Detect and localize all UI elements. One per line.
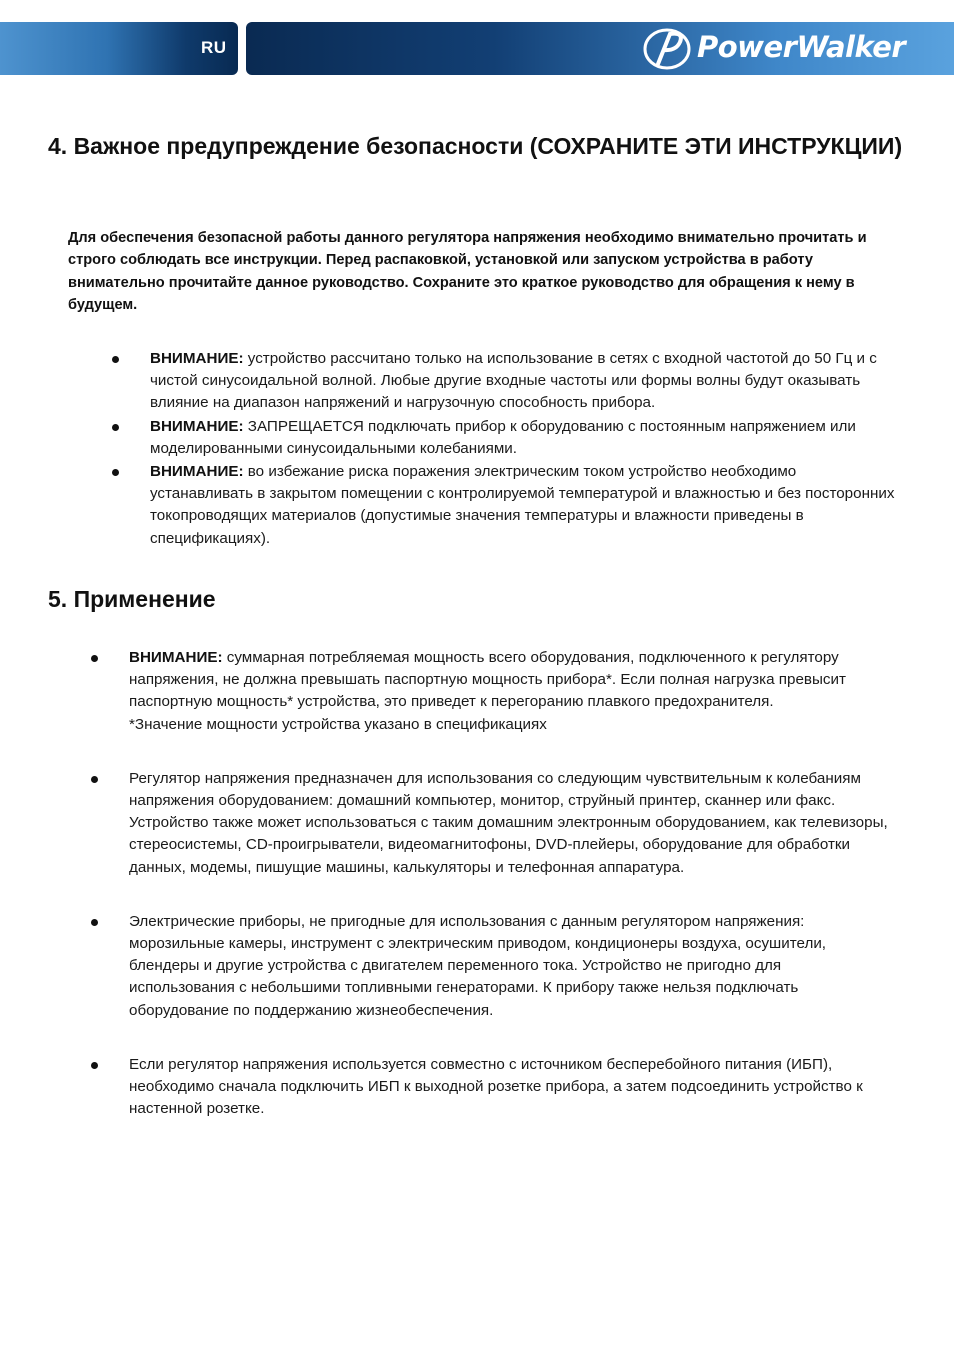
- bullet-icon: [91, 655, 98, 662]
- list-item: [129, 911, 889, 1022]
- warning-label: ВНИМАНИЕ:: [150, 417, 244, 435]
- footnote-text: *Значение мощности устройства указано в спецификациях: [129, 715, 547, 733]
- list-item-text: ЗАПРЕЩАЕТСЯ подключать прибор к оборудованию с постоянным напряжением или моделированными синусоидальными колебаниями.: [150, 417, 856, 457]
- list-item: [129, 647, 889, 736]
- section-5-title: 5. Применение: [48, 586, 216, 612]
- list-item-text: устройство рассчитано только на использование в сетях с входной частотой до 50 Гц и с чистой синусоидальной волной. Любые другие входные частоты или формы волны будут оказывать влияние на диапазон напряжений и нагрузочную способность прибора.: [150, 350, 877, 412]
- warning-label: ВНИМАНИЕ:: [150, 463, 244, 481]
- warning-label: ВНИМАНИЕ:: [129, 649, 223, 666]
- bullet-icon: [91, 919, 98, 926]
- language-label: RU: [201, 38, 227, 57]
- list-item: [150, 348, 895, 415]
- bullet-icon: [112, 424, 119, 431]
- list-item: [129, 1054, 889, 1121]
- section-4-title: 4. Важное предупреждение безопасности (СОХРАНИТЕ ЭТИ ИНСТРУКЦИИ): [48, 133, 903, 159]
- section-4-warning-list: [150, 348, 895, 551]
- section-5-list: [129, 647, 889, 1120]
- section-4-intro: Для обеспечения безопасной работы данного регулятора напряжения необходимо внимательно прочитать и строго соблюдать все инструкции. Перед распаковкой, установкой или запуском устройства в работу внимательно прочитайте данное руководство. Сохраните это краткое руководство для обращения к нему в будущем.: [68, 230, 867, 313]
- bullet-icon: [91, 776, 98, 783]
- list-item: [150, 461, 895, 550]
- list-item-text: во избежание риска поражения электрическим током устройство необходимо устанавливать в закрытом помещении с контролируемой температурой и влажностью и без посторонних токопроводящих материалов (допустимые значения температуры и влажности приведены в спецификациях).: [150, 463, 895, 547]
- bullet-icon: [91, 1062, 98, 1069]
- list-item: [150, 416, 895, 460]
- list-item-text: суммарная потребляемая мощность всего оборудования, подключенного к регулятору напряжения, не должна превышать паспортную мощность прибора*. Если полная нагрузка превысит паспортную мощность* устройства, это приведет к перегоранию плавкого предохранителя.: [129, 649, 846, 711]
- warning-label: ВНИМАНИЕ:: [150, 350, 244, 367]
- list-item: [129, 768, 889, 879]
- brand-logo-text: PowerWalker: [697, 30, 906, 64]
- bullet-icon: [112, 356, 119, 363]
- list-item-text: Электрические приборы, не пригодные для использования с данным регулятором напряжения: морозильные камеры, инструмент с электрическим приводом, кондиционеры воздуха, осушители, блендеры и другие устройства с двигателем переменного тока. Устройство не пригодно для использования с небольшими топливными генераторами. К прибору также нельзя подключать оборудование по поддержанию жизнеобеспечения.: [129, 912, 827, 1019]
- list-item-text: Регулятор напряжения предназначен для использования со следующим чувствительным к колебаниям напряжения оборудованием: домашний компьютер, монитор, струйный принтер, сканнер или факс. Устройство также может использоваться с таким домашним электронным оборудованием, как телевизоры, стереосистемы, CD-проигрыватели, видеомагнитофоны, DVD-плейеры, оборудование для обработки данных, модемы, пишущие машины, калькуляторы и телефонная аппаратура.: [129, 769, 888, 876]
- list-item-text: Если регулятор напряжения используется совместно с источником бесперебойного питания (ИБП), необходимо сначала подключить ИБП к выходной розетке прибора, а затем подсоединить устройство к настенной розетке.: [129, 1055, 863, 1118]
- bullet-icon: [112, 469, 119, 476]
